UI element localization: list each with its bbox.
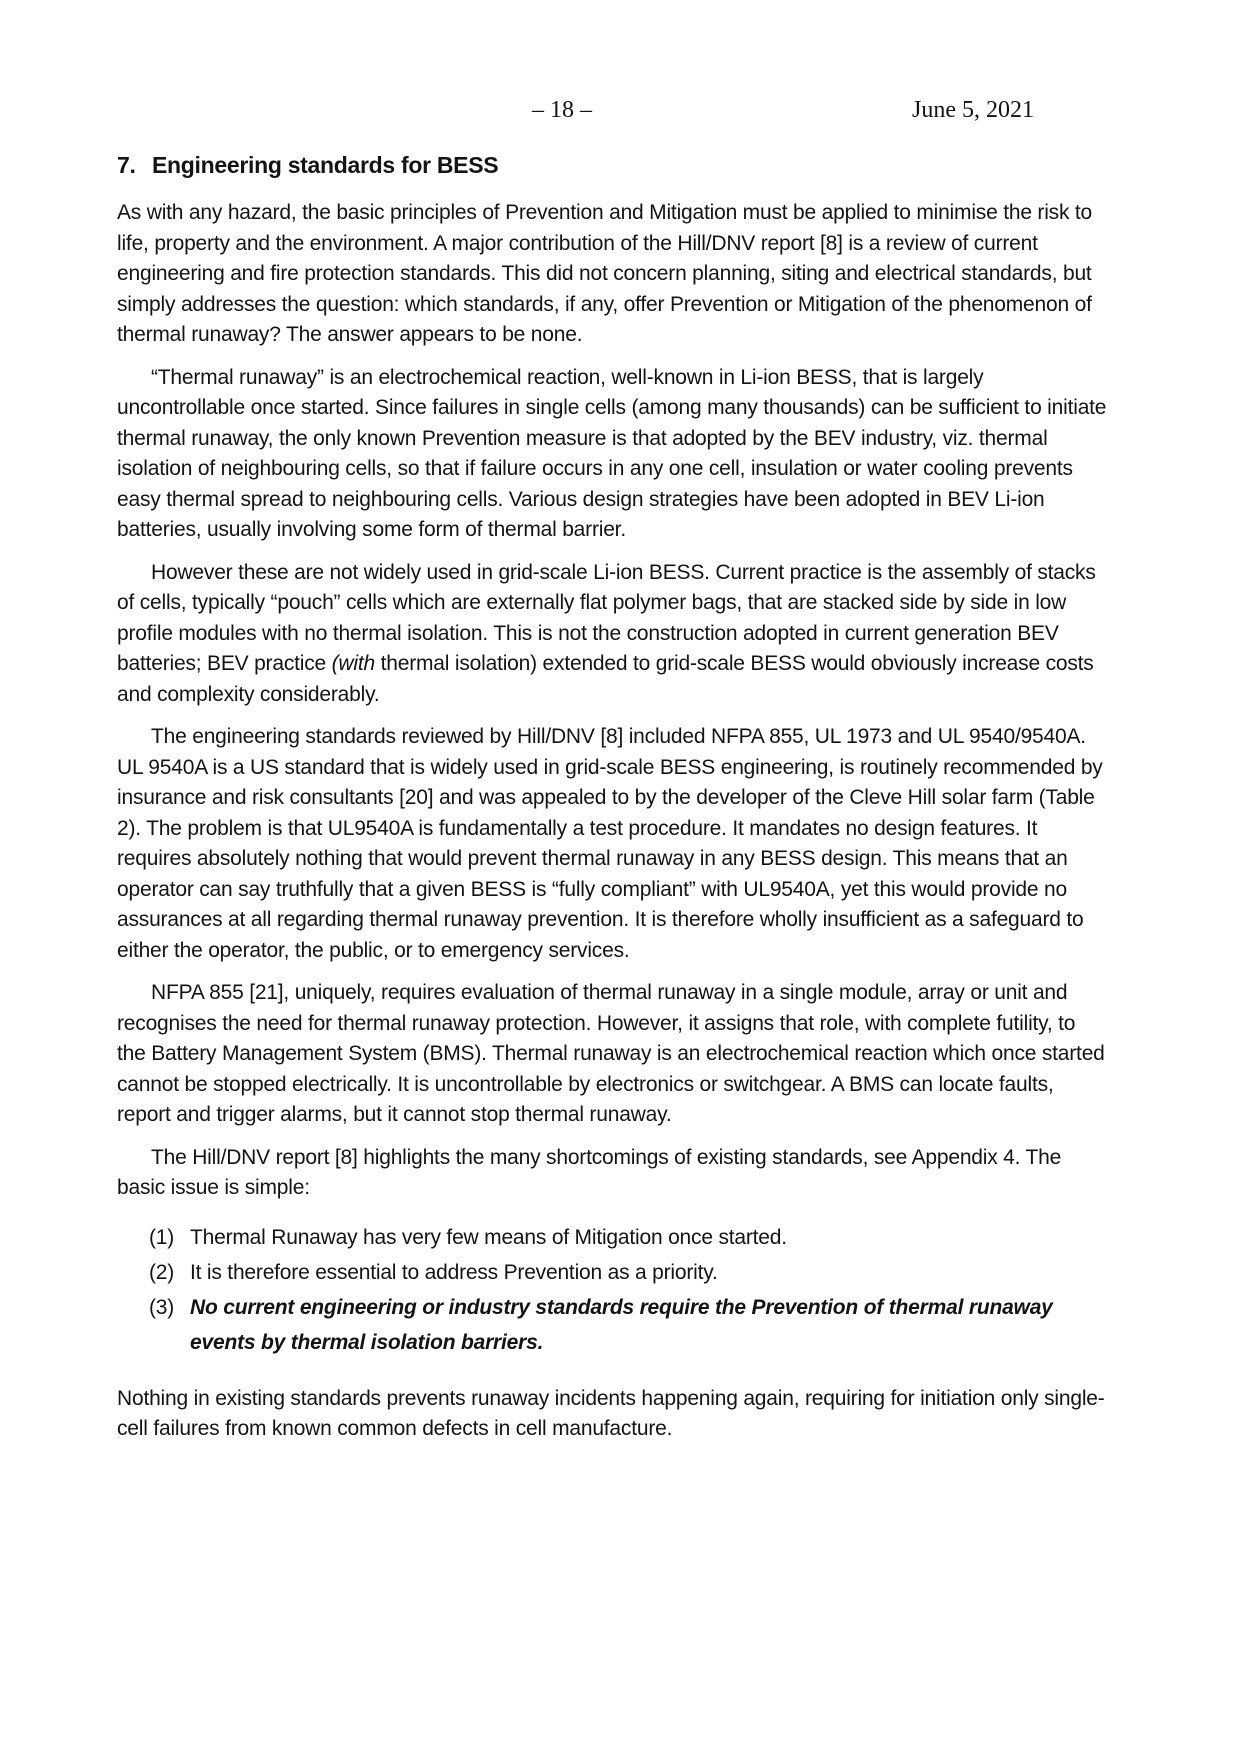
list-item-2-text: It is therefore essential to address Prevention as a priority. [190,1260,718,1284]
numbered-list [117,1220,1107,1360]
section-number: 7. [117,152,136,178]
paragraph-shortcomings: The Hill/DNV report [8] highlights the many shortcomings of existing standards, see Appendix 4. The basic issue is simple: [117,1145,1062,1199]
list-item-1-text: Thermal Runaway has very few means of Mitigation once started. [190,1225,787,1249]
paragraph-closing: Nothing in existing standards prevents runaway incidents happening again, requiring for initiation only single-cell failures from known common defects in cell manufacture. [117,1386,1105,1440]
page-number: – 18 – [532,97,592,123]
page-date: June 5, 2021 [912,97,1034,123]
paragraph-grid-scale-italic: (with [331,652,375,675]
list-item-2-marker: (2) [149,1260,175,1284]
paragraph-nfpa-855: NFPA 855 [21], uniquely, requires evaluation of thermal runaway in a single module, array or unit and recognises the need for thermal runaway protection. However, it assigns that role, with complete futility, to the Battery Management System (BMS). Thermal runaway is an electrochemical reaction which once started cannot be stopped electrically. It is uncontrollable by electronics or switchgear. A BMS can locate faults, report and trigger alarms, but it cannot stop thermal runaway. [117,981,1105,1126]
list-item-1 [117,1220,1107,1255]
paragraph-grid-scale-pre: However these are not widely used in grid-scale Li-ion BESS. Current practice is the assembly of stacks of cells, typically “pouch” cells which are externally flat polymer bags, that are stacked side by side in low profile modules with no thermal isolation. This is not the construction adopted in current generation BEV batteries; BEV practice [117,560,1096,675]
page-content [117,150,1107,1445]
list-item-2 [117,1255,1107,1290]
section-heading [117,150,1107,180]
list-item-1-marker: (1) [149,1225,175,1249]
paragraph-intro: As with any hazard, the basic principles of Prevention and Mitigation must be applied to minimise the risk to life, property and the environment. A major contribution of the Hill/DNV report [8] is a review of current engineering and fire protection standards. This did not concern planning, siting and electrical standards, but simply addresses the question: which standards, if any, offer Prevention or Mitigation of the phenomenon of thermal runaway? The answer appears to be none. [117,201,1093,346]
section-title: Engineering standards for BESS [152,152,499,178]
list-item-3 [117,1290,1107,1360]
paragraph-thermal-runaway: “Thermal runaway” is an electrochemical reaction, well-known in Li-ion BESS, that is largely uncontrollable once started. Since failures in single cells (among many thousands) can be sufficient to initiate thermal runaway, the only known Prevention measure is that adopted by the BEV industry, viz. thermal isolation of neighbouring cells, so that if failure occurs in any one cell, insulation or water cooling prevents easy thermal spread to neighbouring cells. Various design strategies have been adopted in BEV Li-ion batteries, usually involving some form of thermal barrier. [117,365,1107,541]
paragraph-grid-scale [117,558,1107,711]
list-item-3-text: No current engineering or industry standards require the Prevention of thermal runaway events by thermal isolation barriers. [190,1295,1053,1354]
paragraph-standards-reviewed: The engineering standards reviewed by Hill/DNV [8] included NFPA 855, UL 1973 and UL 9540/9540A. UL 9540A is a US standard that is widely used in grid-scale BESS engineering, is routinely recommended by insurance and risk consultants [20] and was appealed to by the developer of the Cleve Hill solar farm (Table 2). The problem is that UL9540A is fundamentally a test procedure. It mandates no design features. It requires absolutely nothing that would prevent thermal runaway in any BESS design. This means that an operator can say truthfully that a given BESS is “fully compliant” with UL9540A, yet this would provide no assurances at all regarding thermal runaway prevention. It is therefore wholly insufficient as a safeguard to either the operator, the public, or to emergency services. [117,725,1103,962]
list-item-3-marker: (3) [149,1295,175,1319]
paragraph-grid-scale-post: thermal isolation) extended to grid-scale BESS would obviously increase costs and complexity considerably. [117,652,1094,706]
